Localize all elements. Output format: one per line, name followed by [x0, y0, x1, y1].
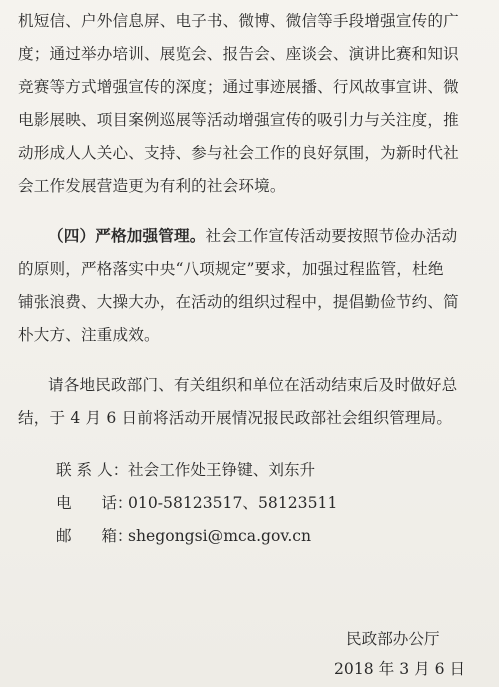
contact-phone-value: 010-58123517、58123511 [128, 494, 338, 512]
paragraph-2-line-4: 朴大方、注重成效。 [18, 326, 160, 344]
contact-person-value: 社会工作处王铮键、刘东升 [128, 461, 316, 479]
paragraph-1-line-3: 竞赛等方式增强宣传的深度；通过事迹展播、行风故事宣讲、微 [18, 78, 459, 96]
paragraph-2-line-1-text: 社会工作宣传活动要按照节俭办活动 [205, 227, 458, 245]
paragraph-2-line-1 [48, 226, 457, 246]
paragraph-1-line-1: 机短信、户外信息屏、电子书、微博、微信等手段增强宣传的广 [18, 12, 459, 30]
contact-person-label: 联 系 人： [56, 461, 129, 479]
paragraph-1-line-2: 度；通过举办培训、展览会、报告会、座谈会、演讲比赛和知识 [18, 45, 459, 63]
paragraph-3-line-1: 请各地民政部门、有关组织和单位在活动结束后及时做好总 [48, 376, 458, 394]
paragraph-1-line-4: 电影展映、项目案例巡展等活动增强宣传的吸引力与关注度，推 [18, 111, 459, 129]
paragraph-1-line-6: 会工作发展营造更为有利的社会环境。 [18, 177, 286, 195]
contact-phone-label: 电 话： [56, 494, 133, 512]
paragraph-2-line-2: 的原则，严格落实中央“八项规定”要求，加强过程监管，杜绝 [18, 260, 444, 278]
paragraph-3-line-2: 结，于 4 月 6 日前将活动开展情况报民政部社会组织管理局。 [18, 409, 453, 427]
contact-person-row [56, 460, 315, 480]
contact-email-value: shegongsi@mca.gov.cn [128, 527, 312, 545]
contact-email-row [56, 526, 311, 546]
paragraph-2-line-3: 铺张浪费、大操大办，在活动的组织过程中，提倡勤俭节约、简 [18, 293, 459, 311]
paragraph-1-line-5: 动形成人人关心、支持、参与社会工作的良好氛围，为新时代社 [18, 144, 459, 162]
signature-org: 民政部办公厅 [346, 630, 440, 648]
signature-date: 2018 年 3 月 6 日 [334, 660, 466, 678]
section-heading: （四）严格加强管理。 [48, 226, 206, 245]
contact-phone-row [56, 493, 337, 513]
contact-email-label: 邮 箱： [56, 527, 133, 545]
